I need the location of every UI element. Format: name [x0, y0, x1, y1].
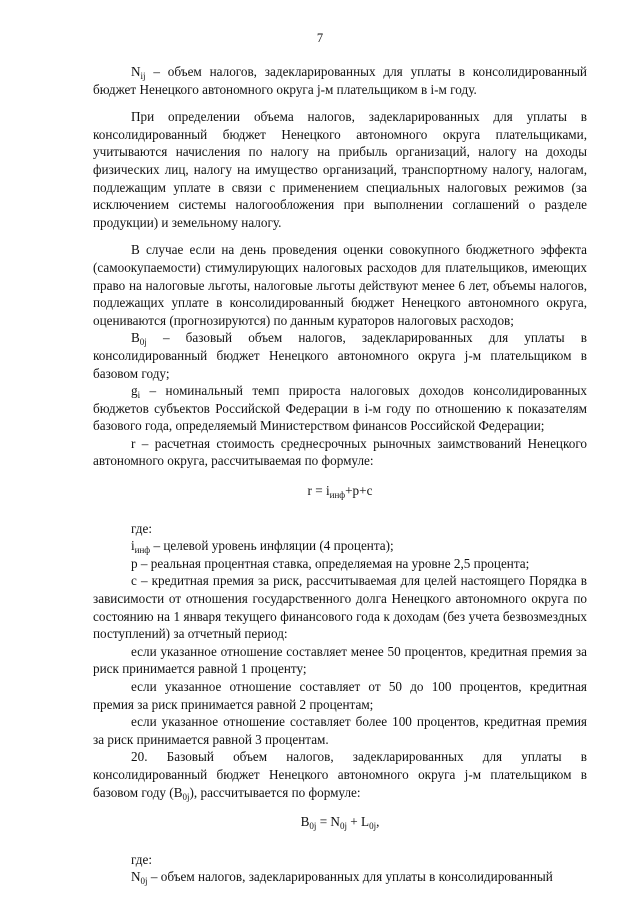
paragraph-text: – объем налогов, задекларированных для уплаты в консолидированный бюджет Ненецкого автономного округа j-м плательщиком в i-м году.	[93, 64, 587, 97]
paragraph-item-20: 20. Базовый объем налогов, задекларированных для уплаты в консолидированный бюджет Ненецкого автономного округа j-м плательщиком в базовом году $(B_{0j})$, рассчитывается по формуле:	[93, 749, 587, 802]
paragraph-tax-benefits-case: В случае если на день проведения оценки совокупного бюджетного эффекта (самоокупаемости) стимулирующих налоговых расходов для плательщиков, имеющих право на налоговые льготы, налоговые льготы действуют менее 6 лет, объемы налогов, подлежащих уплате в консолидированный бюджет Ненецкого автономного округа, оцениваются (прогнозируются) по данным кураторов налоговых расходов;	[93, 242, 587, 328]
paragraph-b0j-definition	[93, 329, 587, 382]
paragraph-r-definition: r – расчетная стоимость среднесрочных рыночных заимствований Ненецкого автономного округа, рассчитываемая по формуле:	[93, 435, 587, 469]
paragraph-tax-volume-rules: При определении объема налогов, задекларированных для уплаты в консолидированный бюджет Ненецкого автономного округа плательщиками, учитываются начисления по налогу на прибыль организаций, налогу на доходы физических лиц, налогу на имущество организаций, транспортному налогу, налогам, подлежащим уплате в связи с применением специальных налоговых режимов (за исключением системы налогообложения при выполнении соглашений о разделе продукции) и земельному налогу.	[93, 109, 587, 230]
paragraph-text: – номинальный темп прироста налоговых доходов консолидированных бюджетов субъектов Российской Федерации в i-м году по отношению к показателям базового года, определяемый Министерством финансов Российской Федерации;	[93, 383, 587, 434]
subscript-0j: 0j	[139, 337, 147, 348]
where-label: где:	[131, 520, 152, 536]
paragraph-premium-under-50: если указанное отношение составляет менее 50 процентов, кредитная премия за риск принимается равной 1 проценту;	[93, 643, 587, 677]
paragraph-gi-definition	[93, 382, 587, 435]
paragraph-n0j-definition: $N_{0j}$ – объем налогов, задекларированных для уплаты в консолидированный	[131, 869, 553, 887]
paragraph-premium-50-100: если указанное отношение составляет от 50 до 100 процентов, кредитная премия за риск принимается равной 2 процентам;	[93, 679, 587, 712]
subscript-i: i	[137, 390, 141, 401]
subscript-ij: ij	[140, 71, 146, 81]
symbol-g: g	[131, 383, 138, 399]
formula-b0j: $B_{0j} = N_{0j} + L_{0j}$,	[300, 814, 380, 832]
paragraph-text: – базовый объем налогов, задекларированных для уплаты в консолидированный бюджет Ненецкого автономного округа j-м плательщиком в базовом году;	[93, 330, 587, 381]
document-body	[93, 63, 587, 886]
formula-r: $r = i_{инф}+p+c$	[307, 483, 373, 501]
paragraph-inflation: $i_{инф}$ – целевой уровень инфляции (4 процента);	[131, 538, 394, 556]
paragraph-nij-definition	[93, 63, 587, 98]
paragraph-premium-over-100: если указанное отношение составляет более 100 процентов, кредитная премия за риск принимается равной 3 процентам.	[93, 714, 587, 747]
paragraph-credit-premium: c – кредитная премия за риск, рассчитываемая для целей настоящего Порядка в зависимости от отношения государственного долга Ненецкого автономного округа по состоянию на 1 января текущего финансового года к доходам (без учета безвозмездных поступлений) за отчетный период:	[93, 573, 587, 642]
symbol-n: N	[131, 64, 141, 79]
symbol-b: B	[131, 330, 140, 346]
where-label: где:	[131, 851, 152, 867]
page-number: 7	[316, 31, 324, 45]
paragraph-real-rate: p – реальная процентная ставка, определяемая на уровне 2,5 процента;	[131, 555, 530, 571]
